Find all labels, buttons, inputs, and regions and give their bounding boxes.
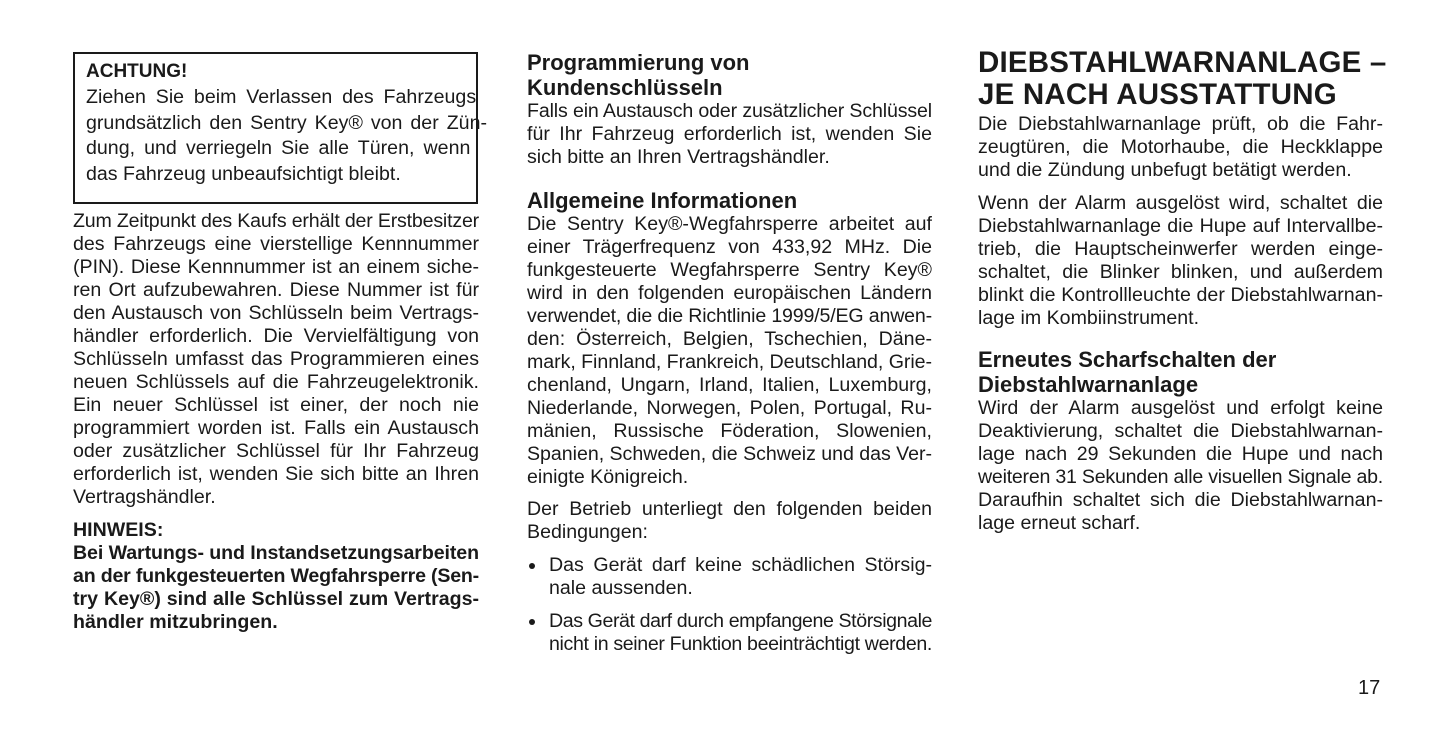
warning-line: dung, und verriegeln Sie alle Türen, wenn bbox=[86, 137, 471, 159]
text-line: Niederlande, Norwegen, Polen, Portugal, Ru- bbox=[527, 397, 932, 419]
text-line: Die Sentry Key®-Wegfahrsperre arbeitet auf bbox=[527, 213, 932, 235]
text-line: Spanien, Schweden, die Schweiz und das Ver- bbox=[527, 443, 932, 465]
warning-box bbox=[73, 52, 487, 204]
section-heading: Erneutes Scharfschalten der bbox=[978, 347, 1277, 372]
text-line: händler erforderlich. Die Vervielfältigung von bbox=[73, 325, 479, 347]
text-line: Der Betrieb unterliegt den folgenden beiden bbox=[527, 498, 932, 520]
text-line: Die Diebstahlwarnanlage prüft, ob die Fahr- bbox=[978, 113, 1383, 135]
text-line: zeugtüren, die Motorhaube, die Heckklappe bbox=[978, 136, 1383, 158]
text-line: wird in den folgenden europäischen Ländern bbox=[527, 282, 932, 304]
text-line: nicht in seiner Funktion beeinträchtigt werden. bbox=[549, 633, 932, 655]
text-line: mänien, Russische Föderation, Slowenien, bbox=[527, 420, 932, 442]
warning-line: das Fahrzeug unbeaufsichtigt bleibt. bbox=[86, 162, 401, 185]
text-line: Das Gerät darf keine schädlichen Störsig- bbox=[549, 554, 932, 576]
text-line: einer Trägerfrequenz von 433,92 MHz. Die bbox=[527, 236, 932, 258]
text-line: Wird der Alarm ausgelöst und erfolgt keine bbox=[978, 397, 1383, 419]
text-line: Vertragshändler. bbox=[73, 486, 216, 508]
alarm-paragraph bbox=[978, 192, 1383, 330]
text-line: lage nach 29 Sekunden die Hupe und nach bbox=[978, 443, 1383, 465]
text-line: Daraufhin schaltet sich die Diebstahlwarnan- bbox=[978, 489, 1383, 511]
conditions-intro bbox=[527, 498, 932, 544]
text-line: Falls ein Austausch oder zusätzlicher Schlüssel bbox=[527, 100, 932, 122]
text-line: neuen Schlüssels auf die Fahrzeugelektronik. bbox=[73, 371, 479, 393]
text-line: für Ihr Fahrzeug erforderlich ist, wenden Sie bbox=[527, 123, 932, 145]
warning-line: Ziehen Sie beim Verlassen des Fahrzeugs bbox=[86, 86, 477, 108]
text-line: oder zusätzlicher Schlüssel für Ihr Fahrzeug bbox=[73, 440, 479, 462]
intro-paragraph bbox=[978, 113, 1383, 182]
section-programmierung bbox=[527, 50, 932, 169]
note-line: an der funkgesteuerten Wegfahrsperre (Sen- bbox=[73, 565, 479, 587]
text-line: Ein neuer Schlüssel ist einer, der noch nie bbox=[73, 394, 479, 416]
page-title: DIEBSTAHLWARNANLAGE – bbox=[978, 46, 1387, 79]
text-line: mark, Finnland, Frankreich, Deutschland, Grie- bbox=[527, 351, 932, 373]
text-line: programmiert worden ist. Falls ein Austausch bbox=[73, 417, 479, 439]
main-heading bbox=[978, 46, 1387, 111]
text-line: blinkt die Kontrollleuchte der Diebstahlwarnan- bbox=[978, 284, 1383, 306]
text-line: lage im Kombiinstrument. bbox=[978, 307, 1200, 329]
text-line: und die Zündung unbefugt betätigt werden. bbox=[978, 159, 1352, 181]
note-title: HINWEIS: bbox=[73, 519, 164, 541]
text-line: Schlüsseln umfasst das Programmieren eines bbox=[73, 348, 479, 370]
text-line: Das Gerät darf durch empfangene Störsignale bbox=[549, 610, 932, 632]
text-line: des Fahrzeugs eine vierstellige Kennnummer bbox=[73, 233, 479, 255]
text-line: erforderlich ist, wenden Sie sich bitte an Ihren bbox=[73, 463, 479, 485]
bullet-icon bbox=[529, 619, 535, 625]
text-line: lage erneut scharf. bbox=[978, 512, 1141, 534]
section-heading: Programmierung von bbox=[527, 50, 750, 75]
page-number: 17 bbox=[1358, 677, 1381, 699]
text-line: Zum Zeitpunkt des Kaufs erhält der Erstbesitzer bbox=[73, 210, 479, 232]
pin-paragraph bbox=[73, 210, 479, 509]
note-line: try Key®) sind alle Schlüssel zum Vertrags- bbox=[73, 588, 479, 610]
text-line: chenland, Ungarn, Irland, Italien, Luxemburg, bbox=[527, 374, 932, 396]
text-line: einigte Königreich. bbox=[527, 466, 689, 488]
bullet-icon bbox=[529, 563, 535, 569]
page-title: JE NACH AUSSTATTUNG bbox=[978, 78, 1337, 111]
warning-title: ACHTUNG! bbox=[86, 61, 188, 82]
text-line: Deaktivierung, schaltet die Diebstahlwarnan- bbox=[978, 420, 1383, 442]
section-heading: Kundenschlüsseln bbox=[527, 75, 723, 100]
text-line: funkgesteuerte Wegfahrsperre Sentry Key® bbox=[527, 259, 932, 281]
note-line: Bei Wartungs- und Instandsetzungsarbeiten bbox=[73, 542, 479, 564]
section-erneutes-scharfschalten bbox=[978, 347, 1383, 535]
text-line: den Austausch von Schlüsseln beim Vertrags- bbox=[73, 302, 479, 324]
text-line: Diebstahlwarnanlage die Hupe auf Intervallbe- bbox=[978, 215, 1383, 237]
note-block bbox=[73, 519, 479, 634]
text-line: verwendet, die die Richtlinie 1999/5/EG anwen- bbox=[527, 305, 932, 327]
text-line: sich bitte an Ihren Vertragshändler. bbox=[527, 146, 830, 168]
warning-line: grundsätzlich den Sentry Key® von der Zün- bbox=[86, 111, 487, 134]
section-allgemeine-informationen bbox=[527, 188, 932, 489]
text-line: nale aussenden. bbox=[549, 577, 693, 599]
text-line: weiteren 31 Sekunden alle visuellen Signale ab. bbox=[978, 466, 1383, 488]
text-line: Bedingungen: bbox=[527, 521, 648, 543]
text-line: trieb, die Hauptscheinwerfer werden einge- bbox=[978, 238, 1383, 260]
text-line: den: Österreich, Belgien, Tschechien, Däne- bbox=[527, 328, 932, 350]
text-line: Wenn der Alarm ausgelöst wird, schaltet die bbox=[978, 192, 1383, 214]
section-heading: Diebstahlwarnanlage bbox=[978, 372, 1199, 397]
text-line: ren Ort aufzubewahren. Diese Nummer ist für bbox=[73, 279, 479, 301]
note-line: händler mitzubringen. bbox=[73, 611, 278, 633]
text-line: (PIN). Diese Kennnummer ist an einem siche- bbox=[73, 256, 479, 278]
section-heading: Allgemeine Informationen bbox=[527, 188, 798, 213]
text-line: schaltet, die Blinker blinken, und außerdem bbox=[978, 261, 1383, 283]
